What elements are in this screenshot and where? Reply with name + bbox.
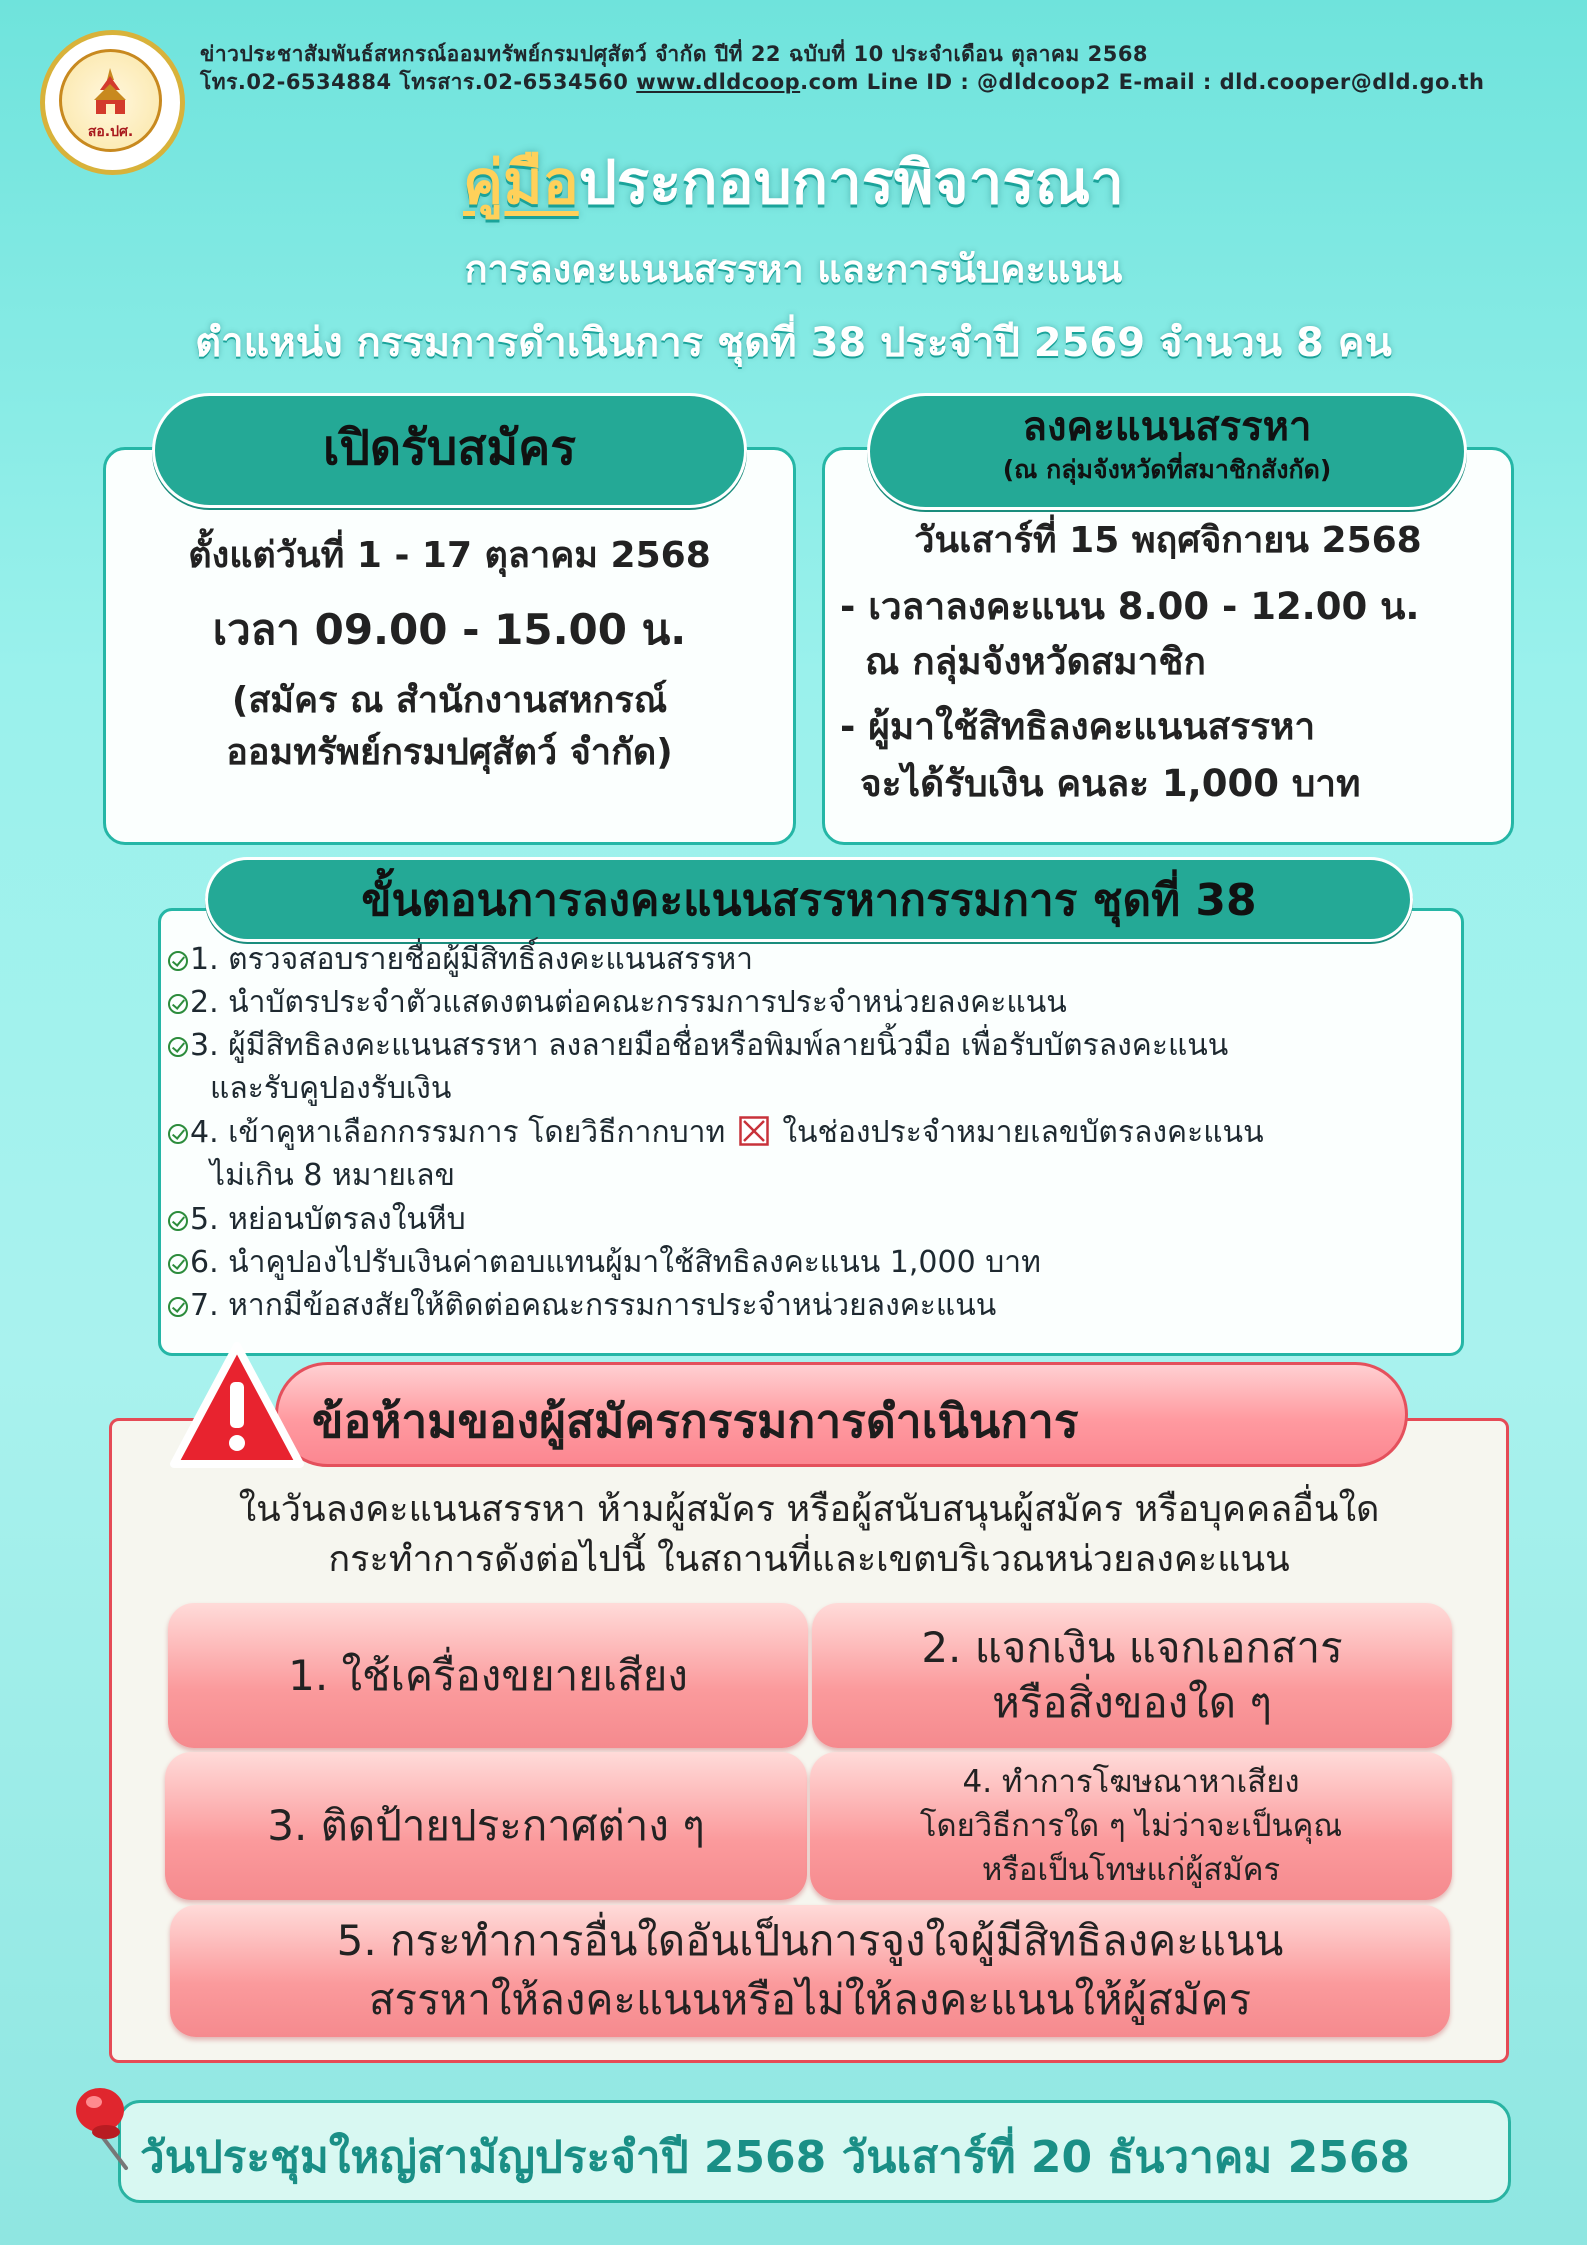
cross-mark-icon [739, 1116, 769, 1146]
step-1: 1. ตรวจสอบรายชื่อผู้มีสิทธิ์ลงคะแนนสรรหา [190, 942, 753, 977]
step-6: 6. นำคูปองไปรับเงินค่าตอบแทนผู้มาใช้สิทธิลงคะแนน 1,000 บาท [190, 1245, 1041, 1280]
check-icon [168, 951, 188, 971]
vote-heading-pill [867, 393, 1467, 510]
step-4 [190, 1115, 1264, 1151]
prohibit-item-1 [168, 1603, 808, 1748]
check-icon [168, 1124, 188, 1144]
prohibit-item-1-text: 1. ใช้เครื่องขยายเสียง [288, 1650, 688, 1700]
phone-text: โทร.02-6534884 โทรสาร.02-6534560 [200, 70, 637, 94]
title-rest: ประกอบการพิจารณา [578, 148, 1124, 218]
check-icon [168, 1211, 188, 1231]
check-icon [168, 1297, 188, 1317]
prohibit-heading: ข้อห้ามของผู้สมัครกรรมการดำเนินการ [312, 1394, 1079, 1448]
prohibit-item-3 [165, 1752, 807, 1900]
contact-text: .com Line ID : @dldcoop2 E-mail : dld.cooper@dld.go.th [800, 70, 1485, 94]
website-link[interactable]: www.dldcoop [636, 70, 801, 94]
warning-icon [170, 1340, 305, 1472]
prohibit-item-5-line-2: สรรหาให้ลงคะแนนหรือไม่ให้ลงคะแนนให้ผู้สมัคร [368, 1975, 1252, 2024]
vote-date: วันเสาร์ที่ 15 พฤศจิกายน 2568 [914, 520, 1422, 561]
subtitle-line-1: การลงคะแนนสรรหา และการนับคะแนน [464, 247, 1123, 291]
meeting-date: วันประชุมใหญ่สามัญประจำปี 2568 วันเสาร์ที่ 20 ธันวาคม 2568 [140, 2132, 1411, 2183]
title-highlight: คู่มือ [463, 148, 579, 218]
step-3-cont: และรับคูปองรับเงิน [210, 1071, 452, 1106]
prohibit-intro-2: กระทำการดังต่อไปนี้ ในสถานที่และเขตบริเวณหน่วยลงคะแนน [328, 1539, 1290, 1580]
prohibit-item-5-line-1: 5. กระทำการอื่นใดอันเป็นการจูงใจผู้มีสิทธิลงคะแนน [336, 1916, 1284, 1966]
vote-subheading: (ณ กลุ่มจังหวัดที่สมาชิกสังกัด) [1002, 455, 1332, 484]
step-7: 7. หากมีข้อสงสัยให้ติดต่อคณะกรรมการประจำหน่วยลงคะแนน [190, 1288, 997, 1323]
logo-seal-text: สอ.ปศ. [87, 124, 134, 140]
step-2: 2. นำบัตรประจำตัวแสดงตนต่อคณะกรรมการประจำหน่วยลงคะแนน [190, 985, 1067, 1020]
prohibit-item-5 [170, 1905, 1450, 2037]
prohibit-item-4 [810, 1752, 1452, 1900]
prohibit-item-2-line-2: หรือสิ่งของใด ๆ [992, 1677, 1272, 1727]
step-3: 3. ผู้มีสิทธิลงคะแนนสรรหา ลงลายมือชื่อหรือพิมพ์ลายนิ้วมือ เพื่อรับบัตรลงคะแนน [190, 1028, 1229, 1063]
prohibit-item-4-line-2: โดยวิธีการใด ๆ ไม่ว่าจะเป็นคุณ [919, 1807, 1343, 1844]
vote-time-1: - เวลาลงคะแนน 8.00 - 12.00 น. [840, 585, 1420, 628]
vote-pay-2: จะได้รับเงิน คนละ 1,000 บาท [860, 762, 1361, 805]
apply-place-2: ออมทรัพย์กรมปศุสัตว์ จำกัด) [226, 732, 673, 773]
vote-pay-1: - ผู้มาใช้สิทธิลงคะแนนสรรหา [840, 705, 1316, 748]
apply-heading: เปิดรับสมัคร [152, 393, 747, 508]
vote-time-2: ณ กลุ่มจังหวัดสมาชิก [865, 640, 1206, 683]
check-icon [168, 1037, 188, 1057]
pushpin-icon [66, 2080, 156, 2175]
step-4-cont: ไม่เกิน 8 หมายเลข [210, 1158, 456, 1193]
step-5: 5. หย่อนบัตรลงในหีบ [190, 1202, 466, 1237]
apply-time: เวลา 09.00 - 15.00 น. [212, 605, 687, 654]
prohibit-item-3-text: 3. ติดป้ายประกาศต่าง ๆ [267, 1801, 705, 1850]
contact-line [200, 66, 1484, 99]
check-icon [168, 994, 188, 1014]
temple-emblem-icon [88, 68, 133, 118]
step-4-text-2: ในช่องประจำหมายเลขบัตรลงคะแนน [782, 1115, 1264, 1150]
step-4-text: 4. เข้าคูหาเลือกกรรมการ โดยวิธีกากบาท [190, 1115, 726, 1150]
prohibit-item-2-line-1: 2. แจกเงิน แจกเอกสาร [921, 1622, 1343, 1672]
prohibit-item-2 [812, 1603, 1452, 1748]
steps-heading: ขั้นตอนการลงคะแนนสรรหากรรมการ ชุดที่ 38 [205, 857, 1413, 942]
apply-place-1: (สมัคร ณ สำนักงานสหกรณ์ [231, 680, 668, 721]
prohibit-intro-1: ในวันลงคะแนนสรรหา ห้ามผู้สมัคร หรือผู้สนับสนุนผู้สมัคร หรือบุคคลอื่นใด [238, 1489, 1380, 1530]
newsletter-issue-line: ข่าวประชาสัมพันธ์สหกรณ์ออมทรัพย์กรมปศุสัตว์ จำกัด ปีที่ 22 ฉบับที่ 10 ประจำเดือน ตุลาคม 2568 [200, 42, 1149, 66]
prohibit-item-4-line-3: หรือเป็นโทษแก่ผู้สมัคร [981, 1852, 1281, 1888]
vote-heading: ลงคะแนนสรรหา [1022, 404, 1312, 450]
check-icon [168, 1254, 188, 1274]
apply-date: ตั้งแต่วันที่ 1 - 17 ตุลาคม 2568 [188, 535, 711, 576]
prohibit-item-4-line-1: 4. ทำการโฆษณาหาเสียง [962, 1763, 1300, 1800]
subtitle-line-2: ตำแหน่ง กรรมการดำเนินการ ชุดที่ 38 ประจำปี 2569 จำนวน 8 คน [195, 320, 1392, 366]
page-title [0, 135, 1587, 230]
